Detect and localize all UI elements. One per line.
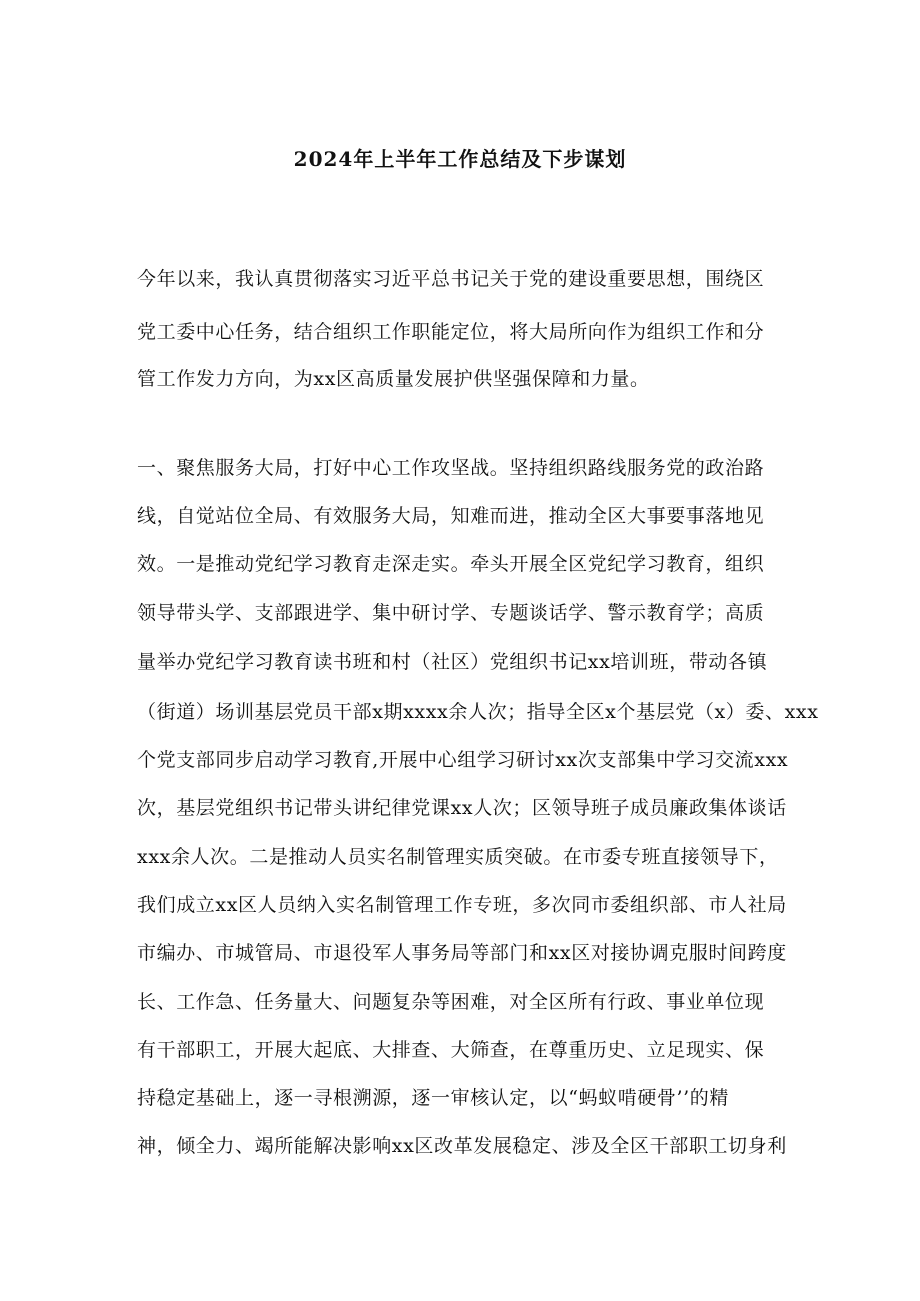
section1-line: 线，自觉站位全局、有效服务大局，知难而进，推动全区大事要事落地见 [137, 505, 765, 527]
section1-line: 有干部职工，开展大起底、大排查、大筛查，在尊重历史、立足现实、保 [137, 1039, 765, 1061]
intro-line: 今年以来，我认真贯彻落实习近平总书记关于党的建设重要思想，围绕区 [137, 268, 765, 290]
section1-line: （街道）场训基层党员干部x期xxxx余人次；指导全区x个基层党（x）委、xxx [137, 701, 819, 723]
section1-line: xxx余人次。二是推动人员实名制管理实质突破。在市委专班直接领导下， [137, 846, 779, 868]
section1-line: 次，基层党组织书记带头讲纪律党课xx人次；区领导班子成员廉政集体谈话 [137, 797, 787, 819]
section1-line: 神，倾全力、竭所能解决影响xx区改革发展稳定、涉及全区干部职工切身利 [137, 1135, 787, 1157]
section1-line: 量举办党纪学习教育读书班和村（社区）党组织书记xx培训班，带动各镇 [137, 651, 768, 673]
section1-line: 持稳定基础上，逐一寻根溯源，逐一审核认定，以“蚂蚁啃硬骨’’的精 [137, 1087, 729, 1109]
section1-line: 领导带头学、支部跟进学、集中研讨学、专题谈话学、警示教育学；高质 [137, 602, 765, 624]
section1-line: 长、工作急、任务量大、问题复杂等困难，对全区所有行政、事业单位现 [137, 991, 765, 1013]
intro-line: 管工作发力方向，为xx区高质量发展护供坚强保障和力量。 [137, 368, 650, 390]
section1-line: 个党支部同步启动学习教育,开展中心组学习研讨xx次支部集中学习交流xxx [137, 749, 789, 771]
section1-line: 一、聚焦服务大局，打好中心工作攻坚战。坚持组织路线服务党的政治路 [137, 457, 765, 479]
intro-line: 党工委中心任务，结合组织工作职能定位，将大局所向作为组织工作和分 [137, 321, 765, 343]
section1-line: 效。一是推动党纪学习教育走深走实。牵头开展全区党纪学习教育，组织 [137, 553, 765, 575]
document-title: 2024年上半年工作总结及下步谋划 [293, 147, 627, 171]
section1-line: 市编办、市城管局、市退役军人事务局等部门和xx区对接协调克服时间跨度 [137, 942, 787, 964]
section1-line: 我们成立xx区人员纳入实名制管理工作专班，多次同市委组织部、市人社局 [137, 894, 787, 916]
